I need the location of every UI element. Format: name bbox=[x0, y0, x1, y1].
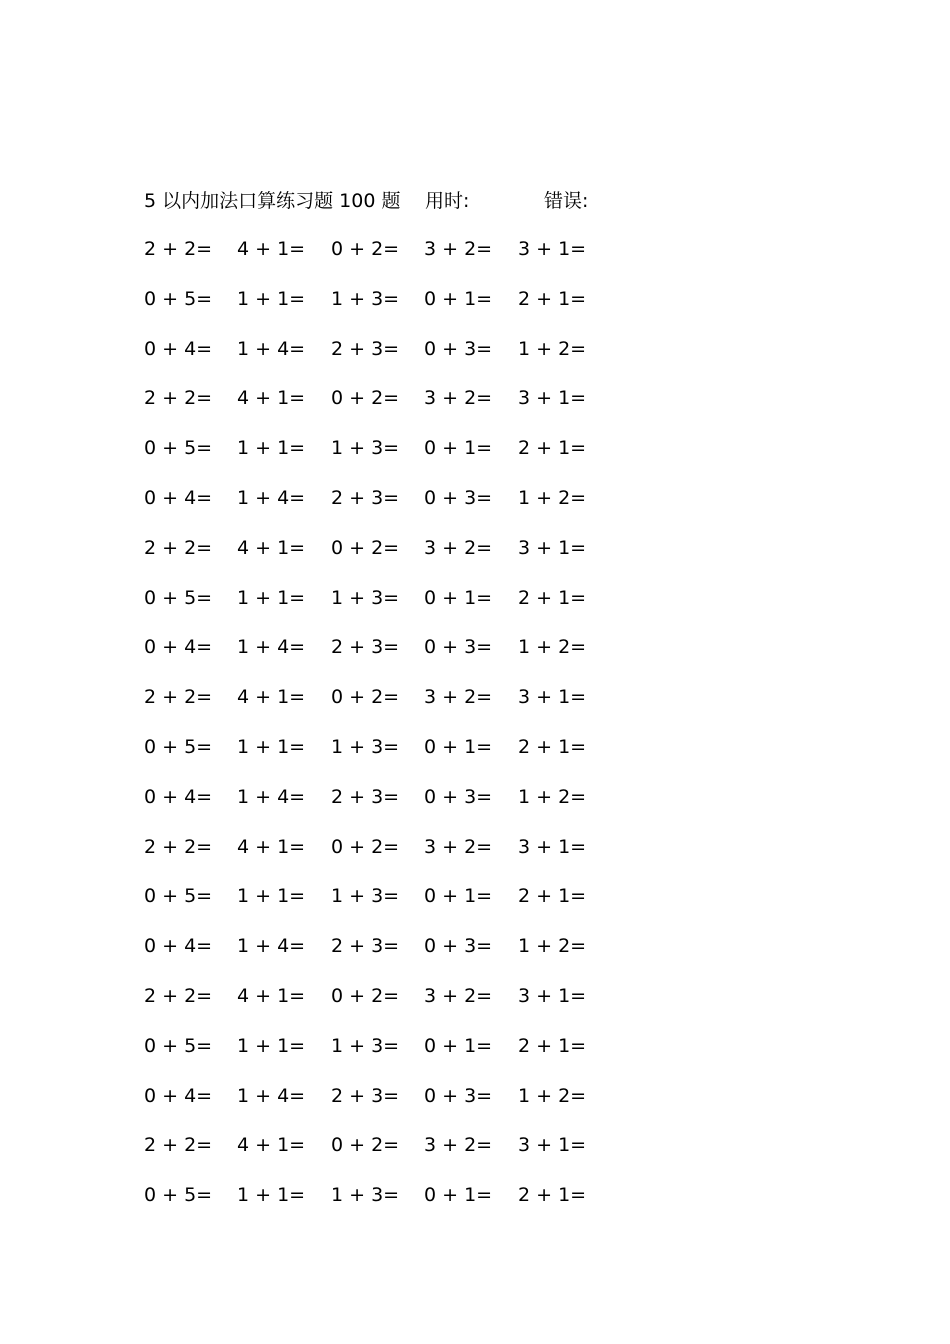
problem-cell: 3 + 2= bbox=[424, 835, 493, 858]
problem-row bbox=[144, 832, 644, 882]
problem-cell: 3 + 1= bbox=[518, 387, 587, 410]
problem-cell: 0 + 5= bbox=[144, 437, 213, 460]
problem-row bbox=[144, 483, 644, 533]
problem-cell: 0 + 5= bbox=[144, 287, 213, 310]
problem-cell: 0 + 3= bbox=[424, 785, 493, 808]
problem-cell: 0 + 2= bbox=[331, 1134, 400, 1157]
problem-cell: 4 + 1= bbox=[237, 686, 306, 709]
problem-row bbox=[144, 533, 644, 583]
problem-cell: 4 + 1= bbox=[237, 238, 306, 260]
problem-cell: 0 + 2= bbox=[331, 686, 400, 709]
problem-cell: 1 + 4= bbox=[237, 1084, 306, 1107]
problem-cell: 2 + 2= bbox=[144, 387, 213, 410]
problem-cell: 4 + 1= bbox=[237, 1134, 306, 1157]
problem-cell: 1 + 1= bbox=[237, 437, 306, 460]
problem-cell: 1 + 2= bbox=[518, 1084, 587, 1107]
problem-cell: 2 + 1= bbox=[518, 586, 587, 609]
problem-cell: 2 + 1= bbox=[518, 1034, 587, 1057]
problem-cell: 0 + 1= bbox=[424, 437, 493, 460]
problem-cell: 1 + 4= bbox=[237, 785, 306, 808]
problem-row bbox=[144, 1180, 644, 1230]
problem-cell: 0 + 2= bbox=[331, 984, 400, 1007]
problem-row bbox=[144, 234, 644, 284]
problem-grid bbox=[144, 234, 644, 1230]
problem-cell: 0 + 5= bbox=[144, 1034, 213, 1057]
problem-cell: 3 + 1= bbox=[518, 835, 587, 858]
problem-cell: 0 + 1= bbox=[424, 735, 493, 758]
problem-cell: 1 + 3= bbox=[331, 437, 400, 460]
problem-cell: 0 + 1= bbox=[424, 1184, 493, 1207]
worksheet-header bbox=[144, 186, 764, 216]
problem-cell: 3 + 1= bbox=[518, 686, 587, 709]
problem-cell: 0 + 5= bbox=[144, 1184, 213, 1207]
problem-row bbox=[144, 782, 644, 832]
problem-cell: 0 + 2= bbox=[331, 835, 400, 858]
problem-row bbox=[144, 583, 644, 633]
problem-row bbox=[144, 284, 644, 334]
worksheet-title: 5 以内加法口算练习题 100 题 bbox=[144, 190, 401, 212]
problem-cell: 0 + 2= bbox=[331, 536, 400, 559]
problem-cell: 1 + 2= bbox=[518, 486, 587, 509]
problem-cell: 2 + 2= bbox=[144, 835, 213, 858]
problem-cell: 0 + 3= bbox=[424, 935, 493, 958]
problem-cell: 2 + 3= bbox=[331, 486, 400, 509]
problem-cell: 2 + 2= bbox=[144, 984, 213, 1007]
problem-cell: 2 + 3= bbox=[331, 636, 400, 659]
problem-row bbox=[144, 931, 644, 981]
problem-cell: 3 + 2= bbox=[424, 536, 493, 559]
problem-cell: 3 + 2= bbox=[424, 387, 493, 410]
problem-cell: 2 + 3= bbox=[331, 935, 400, 958]
problem-cell: 3 + 2= bbox=[424, 238, 493, 260]
problem-cell: 2 + 1= bbox=[518, 437, 587, 460]
problem-cell: 0 + 4= bbox=[144, 486, 213, 509]
problem-cell: 2 + 2= bbox=[144, 686, 213, 709]
problem-cell: 1 + 2= bbox=[518, 935, 587, 958]
problem-row bbox=[144, 1081, 644, 1131]
problem-row bbox=[144, 682, 644, 732]
problem-cell: 0 + 3= bbox=[424, 337, 493, 360]
problem-cell: 0 + 3= bbox=[424, 1084, 493, 1107]
problem-cell: 0 + 3= bbox=[424, 486, 493, 509]
problem-cell: 1 + 3= bbox=[331, 735, 400, 758]
time-used-label: 用时: bbox=[425, 190, 470, 212]
problem-cell: 2 + 1= bbox=[518, 735, 587, 758]
problem-row bbox=[144, 334, 644, 384]
problem-cell: 0 + 1= bbox=[424, 1034, 493, 1057]
problem-cell: 0 + 1= bbox=[424, 885, 493, 908]
problem-cell: 0 + 4= bbox=[144, 636, 213, 659]
problem-cell: 2 + 2= bbox=[144, 1134, 213, 1157]
problem-cell: 1 + 3= bbox=[331, 287, 400, 310]
problem-cell: 3 + 1= bbox=[518, 984, 587, 1007]
problem-cell: 1 + 4= bbox=[237, 337, 306, 360]
problem-cell: 3 + 2= bbox=[424, 686, 493, 709]
problem-row bbox=[144, 881, 644, 931]
problem-cell: 2 + 2= bbox=[144, 238, 213, 260]
problem-row bbox=[144, 1031, 644, 1081]
problem-cell: 1 + 2= bbox=[518, 785, 587, 808]
problem-row bbox=[144, 732, 644, 782]
problem-cell: 2 + 3= bbox=[331, 1084, 400, 1107]
problem-cell: 1 + 3= bbox=[331, 586, 400, 609]
problem-cell: 1 + 1= bbox=[237, 735, 306, 758]
problem-cell: 0 + 1= bbox=[424, 287, 493, 310]
problem-cell: 0 + 4= bbox=[144, 785, 213, 808]
problem-cell: 3 + 2= bbox=[424, 984, 493, 1007]
problem-cell: 2 + 1= bbox=[518, 885, 587, 908]
problem-cell: 1 + 3= bbox=[331, 1034, 400, 1057]
problem-cell: 1 + 3= bbox=[331, 885, 400, 908]
problem-cell: 4 + 1= bbox=[237, 984, 306, 1007]
problem-cell: 1 + 1= bbox=[237, 1184, 306, 1207]
problem-cell: 4 + 1= bbox=[237, 536, 306, 559]
problem-row bbox=[144, 1130, 644, 1180]
problem-cell: 0 + 1= bbox=[424, 586, 493, 609]
problem-cell: 1 + 4= bbox=[237, 486, 306, 509]
problem-row bbox=[144, 632, 644, 682]
problem-cell: 0 + 2= bbox=[331, 387, 400, 410]
problem-cell: 3 + 1= bbox=[518, 1134, 587, 1157]
problem-cell: 1 + 2= bbox=[518, 636, 587, 659]
problem-cell: 3 + 2= bbox=[424, 1134, 493, 1157]
problem-cell: 1 + 4= bbox=[237, 935, 306, 958]
problem-row bbox=[144, 433, 644, 483]
problem-cell: 0 + 5= bbox=[144, 586, 213, 609]
problem-cell: 1 + 1= bbox=[237, 1034, 306, 1057]
problem-cell: 1 + 1= bbox=[237, 885, 306, 908]
errors-label: 错误: bbox=[544, 190, 589, 212]
problem-cell: 4 + 1= bbox=[237, 387, 306, 410]
problem-cell: 0 + 4= bbox=[144, 935, 213, 958]
problem-row bbox=[144, 383, 644, 433]
problem-cell: 0 + 4= bbox=[144, 337, 213, 360]
problem-cell: 0 + 5= bbox=[144, 735, 213, 758]
problem-cell: 2 + 1= bbox=[518, 287, 587, 310]
problem-cell: 1 + 4= bbox=[237, 636, 306, 659]
problem-cell: 1 + 3= bbox=[331, 1184, 400, 1207]
problem-cell: 2 + 3= bbox=[331, 785, 400, 808]
problem-cell: 1 + 1= bbox=[237, 586, 306, 609]
problem-cell: 0 + 5= bbox=[144, 885, 213, 908]
problem-row bbox=[144, 981, 644, 1031]
problem-cell: 2 + 3= bbox=[331, 337, 400, 360]
problem-cell: 1 + 1= bbox=[237, 287, 306, 310]
problem-cell: 3 + 1= bbox=[518, 536, 587, 559]
problem-cell: 0 + 2= bbox=[331, 238, 400, 260]
problem-cell: 4 + 1= bbox=[237, 835, 306, 858]
problem-cell: 3 + 1= bbox=[518, 238, 587, 260]
problem-cell: 1 + 2= bbox=[518, 337, 587, 360]
problem-cell: 2 + 2= bbox=[144, 536, 213, 559]
problem-cell: 2 + 1= bbox=[518, 1184, 587, 1207]
problem-cell: 0 + 3= bbox=[424, 636, 493, 659]
problem-cell: 0 + 4= bbox=[144, 1084, 213, 1107]
